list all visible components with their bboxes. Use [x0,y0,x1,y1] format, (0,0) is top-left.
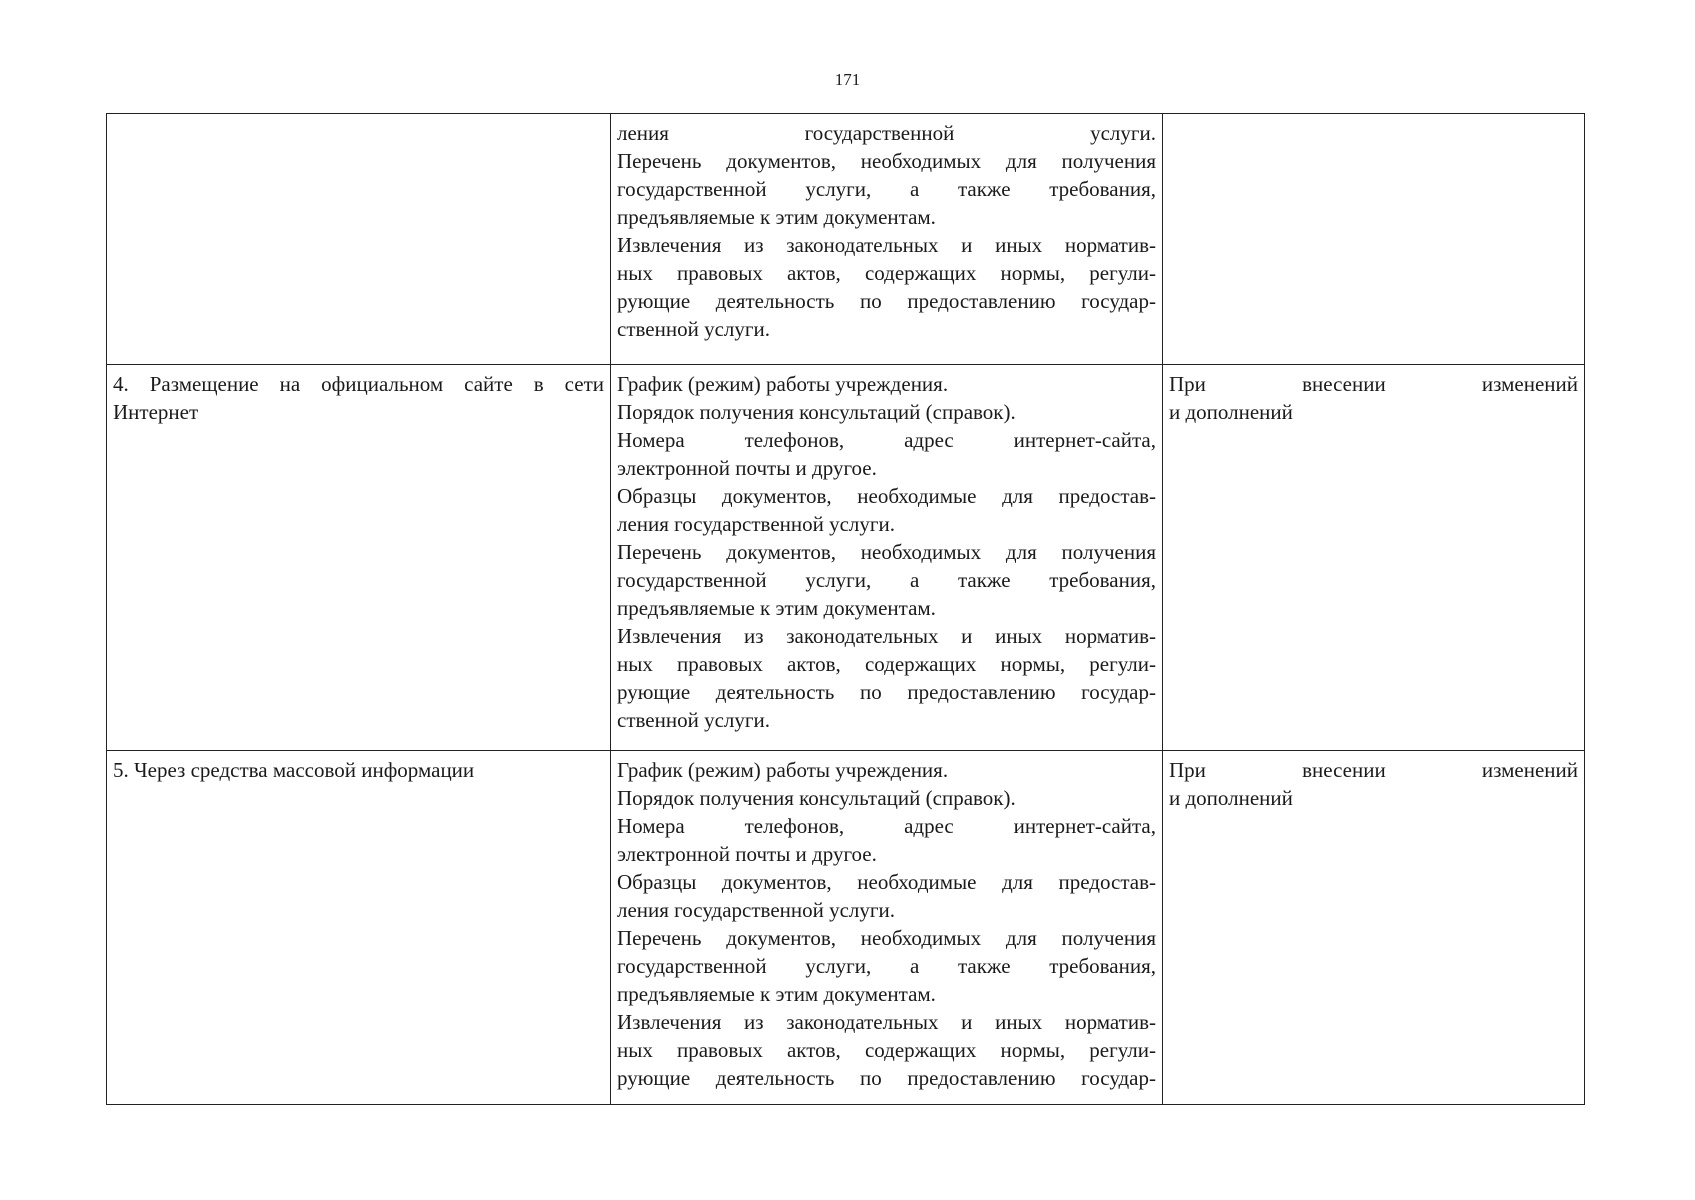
text-line: При внесении изменений [1169,758,1578,782]
text-line: Извлечения из законодательных и иных норматив- [617,233,1156,257]
channel-cell [107,114,611,365]
text-line: предъявляемые к этим документам. [617,205,936,229]
text-line: Образцы документов, необходимые для предостав- [617,484,1156,508]
frequency-cell [1163,114,1585,365]
text-line: Порядок получения консультаций (справок). [617,400,1016,424]
text-line: государственной услуги, а также требования, [617,177,1156,201]
text-line: 5. Через средства массовой информации [113,758,475,782]
text-line: Извлечения из законодательных и иных норматив- [617,1010,1156,1034]
content-cell [611,751,1163,1105]
text-line: Перечень документов, необходимых для получения [617,926,1156,950]
text-line: Интернет [113,400,199,424]
text-line: 4. Размещение на официальном сайте в сети [113,372,604,396]
text-line: предъявляемые к этим документам. [617,982,936,1006]
text-line: и дополнений [1169,400,1293,424]
text-line: Перечень документов, необходимых для получения [617,149,1156,173]
text-line: государственной услуги, а также требования, [617,568,1156,592]
info-table [106,113,1585,1105]
text-line: При внесении изменений [1169,372,1578,396]
text-line: Порядок получения консультаций (справок). [617,786,1016,810]
channel-cell [107,751,611,1105]
text-line: Образцы документов, необходимые для предостав- [617,870,1156,894]
text-line: ления государственной услуги. [617,512,896,536]
text-line: Номера телефонов, адрес интернет-сайта, [617,428,1156,452]
table-row [107,365,1585,751]
frequency-cell [1163,365,1585,751]
text-line: электронной почты и другое. [617,456,877,480]
content-cell [611,365,1163,751]
text-line: Номера телефонов, адрес интернет-сайта, [617,814,1156,838]
text-line: ных правовых актов, содержащих нормы, регули- [617,652,1156,676]
channel-cell [107,365,611,751]
text-line: рующие деятельность по предоставлению государ- [617,289,1156,313]
page-number: 171 [834,70,861,89]
text-line: Извлечения из законодательных и иных норматив- [617,624,1156,648]
text-line: ления государственной услуги. [617,121,1156,145]
text-line: предъявляемые к этим документам. [617,596,936,620]
text-line: и дополнений [1169,786,1293,810]
text-line: ственной услуги. [617,708,770,732]
text-line: государственной услуги, а также требования, [617,954,1156,978]
text-line: рующие деятельность по предоставлению государ- [617,680,1156,704]
table-row [107,751,1585,1105]
content-cell [611,114,1163,365]
text-line: ления государственной услуги. [617,898,896,922]
text-line: ных правовых актов, содержащих нормы, регули- [617,1038,1156,1062]
text-line: ственной услуги. [617,317,770,341]
table-row [107,114,1585,365]
text-line: рующие деятельность по предоставлению государ- [617,1066,1156,1090]
text-line: График (режим) работы учреждения. [617,758,949,782]
text-line: Перечень документов, необходимых для получения [617,540,1156,564]
text-line: ных правовых актов, содержащих нормы, регули- [617,261,1156,285]
text-line: электронной почты и другое. [617,842,877,866]
text-line: График (режим) работы учреждения. [617,372,949,396]
frequency-cell [1163,751,1585,1105]
